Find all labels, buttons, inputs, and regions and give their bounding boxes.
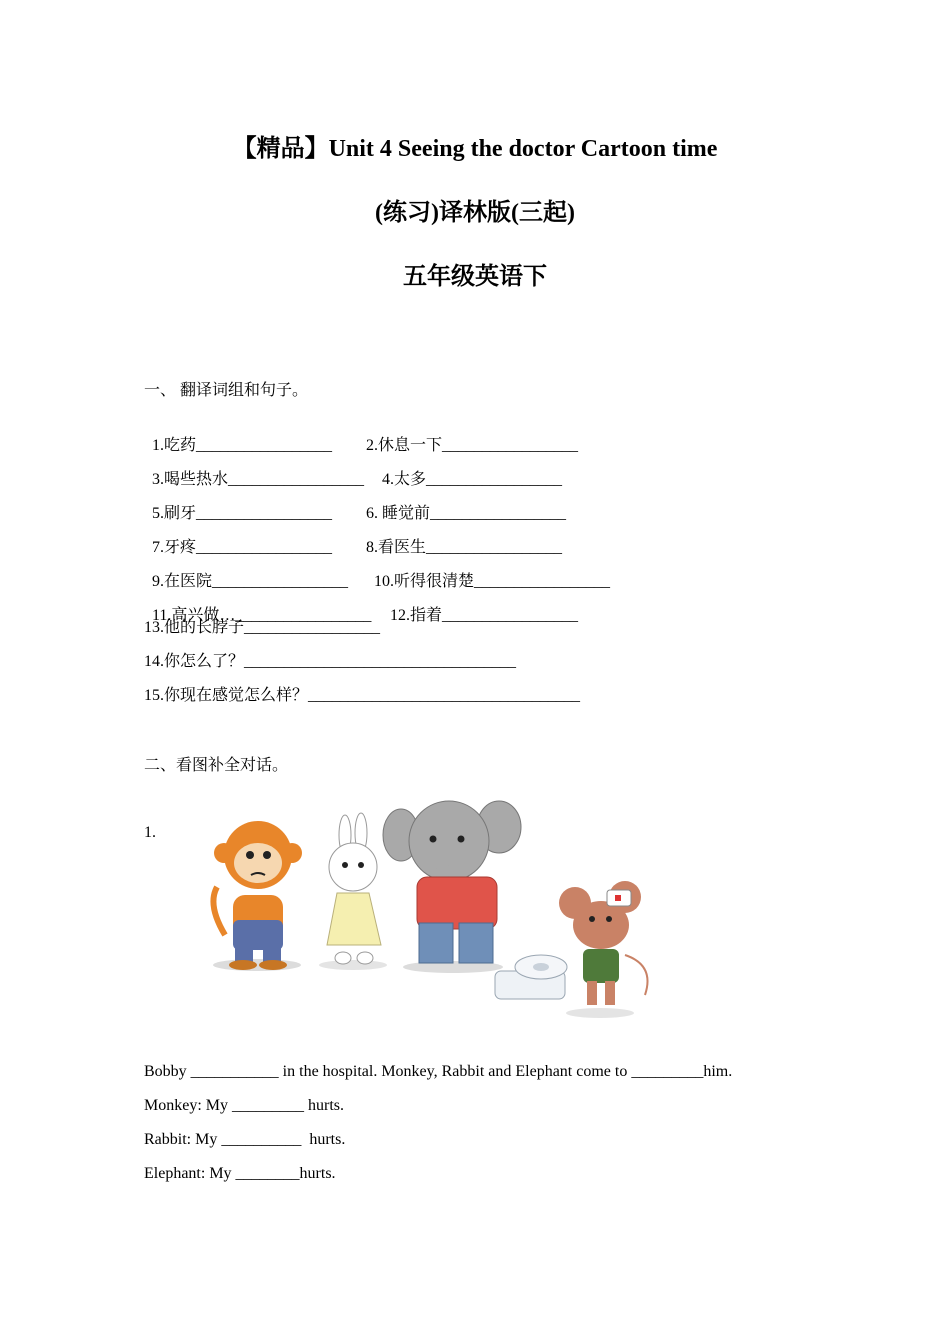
dialogue-line: Bobby ___________ in the hospital. Monkey, Rabbit and Elephant come to _________him. xyxy=(144,1063,733,1080)
worksheet-subtitle: (练习)译林版(三起) xyxy=(375,200,575,226)
item-number: 1. xyxy=(144,824,156,841)
exercise-item: 13.他的长脖子_________________ xyxy=(144,619,381,636)
exercise-item: 1.吃药_________________ xyxy=(152,437,333,454)
worksheet-title: 【精品】Unit 4 Seeing the doctor Cartoon time xyxy=(232,136,718,162)
exercise-item: 6. 睡觉前_________________ xyxy=(366,505,567,522)
exercise-item: 14.你怎么了？__________________________________ xyxy=(144,653,517,670)
exercise-item: 3.喝些热水_________________ xyxy=(152,471,365,488)
elephant-figure xyxy=(383,801,521,973)
exercise-item: 7.牙疼_________________ xyxy=(152,539,333,556)
bandage-roll xyxy=(495,955,567,999)
dialogue-line: Rabbit: My __________ hurts. xyxy=(144,1131,346,1148)
mouse-doctor-figure xyxy=(559,881,648,1018)
exercise-item: 9.在医院_________________ xyxy=(152,573,349,590)
section1-heading: 一、 翻译词组和句子。 xyxy=(144,382,309,399)
exercise-item: 15.你现在感觉怎么样？__________________________________ xyxy=(144,687,581,704)
exercise-item: 12.指着_________________ xyxy=(390,607,579,624)
worksheet-grade: 五年级英语下 xyxy=(403,264,547,290)
dialogue-line: Monkey: My _________ hurts. xyxy=(144,1097,344,1114)
dialogue-line: Elephant: My ________hurts. xyxy=(144,1165,336,1182)
cartoon-illustration xyxy=(205,795,655,1025)
rabbit-figure xyxy=(319,813,387,970)
exercise-item: 8.看医生_________________ xyxy=(366,539,563,556)
exercise-item: 2.休息一下_________________ xyxy=(366,437,579,454)
monkey-figure xyxy=(213,821,302,971)
exercise-item: 11.高兴做…_________________ xyxy=(152,607,372,624)
exercise-item: 4.太多_________________ xyxy=(382,471,563,488)
exercise-item: 5.刷牙_________________ xyxy=(152,505,333,522)
section2-heading: 二、看图补全对话。 xyxy=(144,757,289,774)
exercise-item: 10.听得很清楚_________________ xyxy=(374,573,611,590)
